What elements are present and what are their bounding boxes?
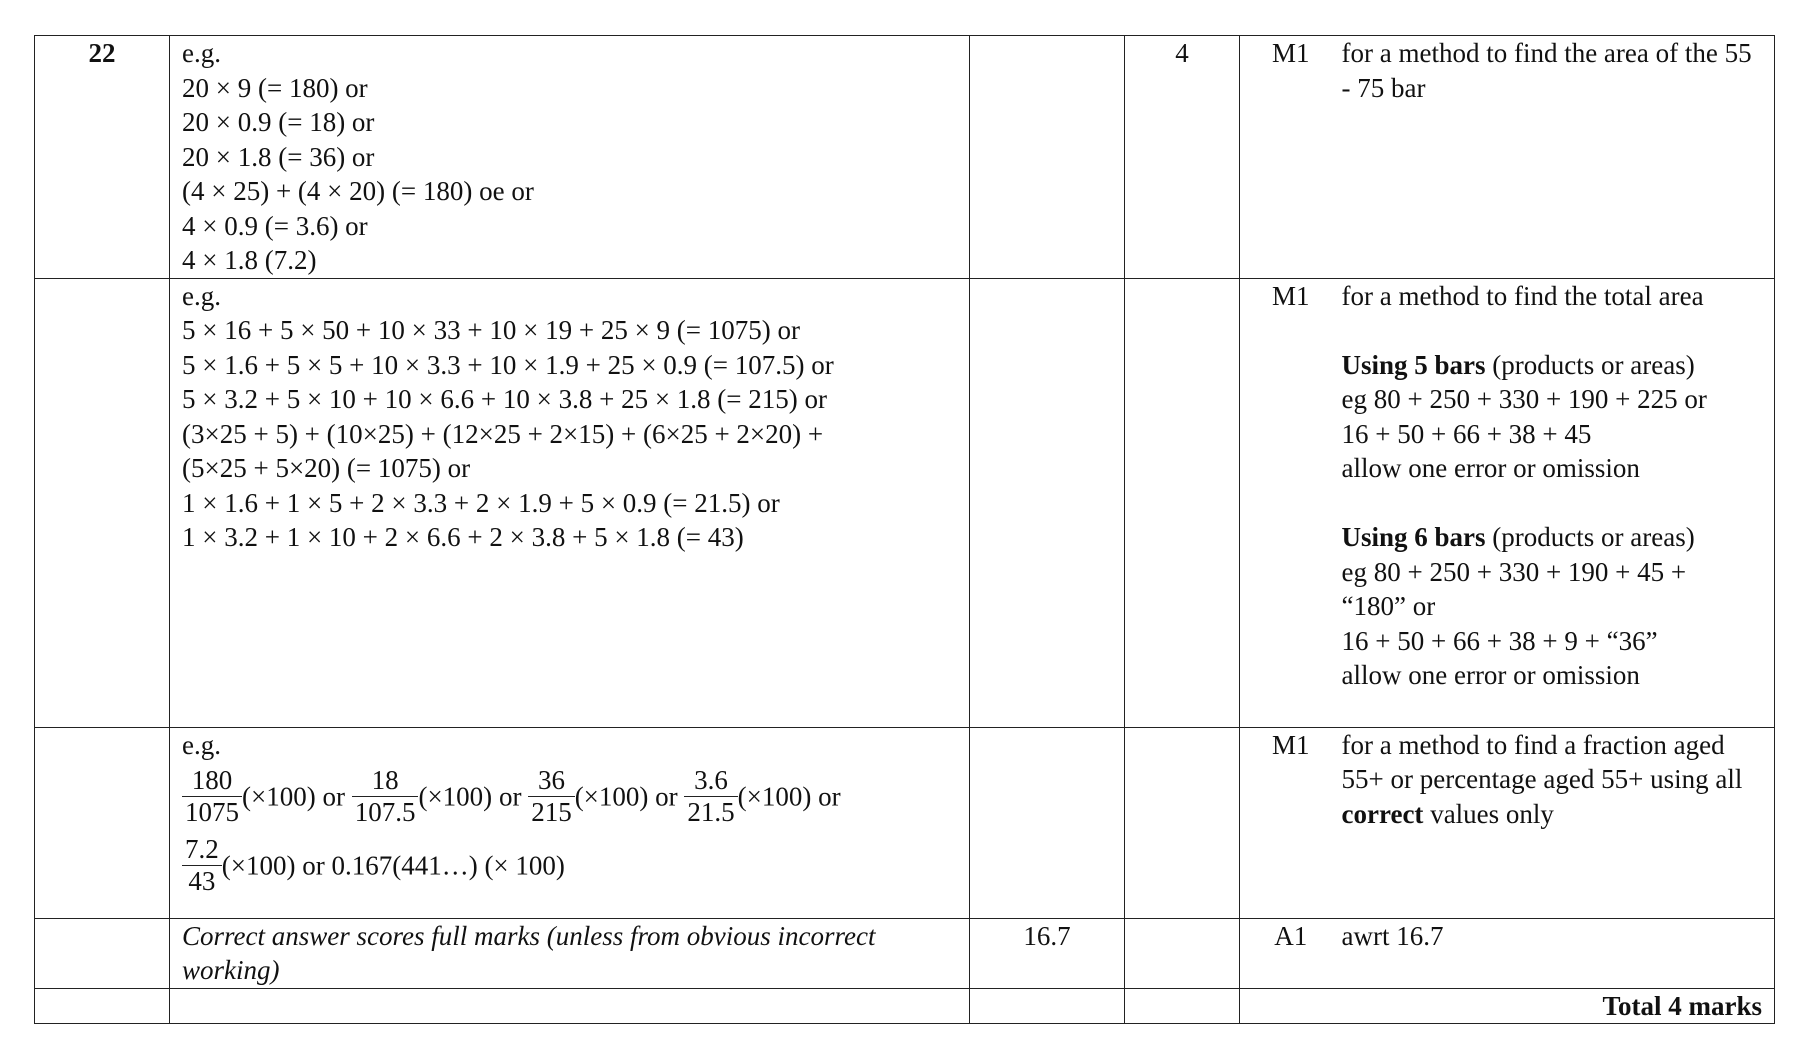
answer-cell: 16.7 [970,918,1125,988]
question-number: 22 [35,36,170,279]
spacer [1342,313,1763,348]
guidance-bold: correct [1341,798,1424,829]
fraction-multiplier: (×100) [574,781,649,812]
question-cell [35,918,170,988]
answer-cell [970,727,1125,918]
table-row [35,727,1775,918]
working-line: 20 × 9 (= 180) or [182,72,368,103]
mark-cell [1125,918,1240,988]
working-line: (3×25 + 5) + (10×25) + (12×25 + 2×15) + (6×25 + 2×20) + [182,418,824,449]
fraction [182,834,222,897]
mark-code: A1 [1240,918,1330,988]
mark-cell [1125,988,1240,1024]
guidance-cell [1330,918,1775,988]
guidance-line: 16 + 50 + 66 + 38 + 9 + “36” [1341,625,1658,656]
fraction-denominator: 107.5 [354,797,416,828]
mark-cell [1125,727,1240,918]
bars5-note: (products or areas) [1485,349,1695,380]
guidance-text: for a method to find the area of the 55 - 75 bar [1341,38,1752,103]
guidance-line: allow one error or omission [1341,660,1640,690]
fraction-numerator: 3.6 [684,765,737,797]
working-line: 5 × 3.2 + 5 × 10 + 10 × 6.6 + 10 × 3.8 + 25 × 1.8 (= 215) or [182,384,827,414]
working-line: 20 × 0.9 (= 18) or [182,107,375,137]
guidance-post: values only [1423,798,1554,829]
mark-code: M1 [1240,36,1330,279]
fraction-line [182,831,957,900]
working-line: 1 × 1.6 + 1 × 5 + 2 × 3.3 + 2 × 1.9 + 5 × 0.9 (= 21.5) or [182,487,780,518]
table-row [35,36,1775,279]
guidance-line: eg 80 + 250 + 330 + 190 + 45 + [1341,556,1687,587]
fraction-denominator: 21.5 [687,797,735,828]
fraction [182,765,242,828]
mark-code: M1 [1240,278,1330,727]
fraction-numerator: 18 [352,765,419,797]
fraction-separator: or [811,781,841,812]
fraction-multiplier: (×100) [737,781,812,812]
mark-code: M1 [1240,727,1330,918]
spacer [1342,486,1763,521]
question-cell [35,988,170,1024]
fraction-separator: or [648,781,678,812]
mark-cell [1125,278,1240,727]
working-line: e.g. [182,38,221,68]
fraction-numerator: 36 [528,765,575,797]
fraction-multiplier: (×100) [242,781,316,812]
fraction-numerator: 7.2 [182,834,222,866]
fraction-multiplier: (×100) [221,850,296,881]
working-line: e.g. [182,280,221,311]
bars6-title: Using 6 bars [1341,522,1486,552]
mark-code [1240,988,1330,1024]
fraction-separator: or 0.167(441…) (× 100) [295,850,565,881]
working-line: 4 × 1.8 (7.2) [182,245,317,275]
working-cell [170,36,970,279]
working-line: 1 × 3.2 + 1 × 10 + 2 × 6.6 + 2 × 3.8 + 5 × 1.8 (= 43) [182,522,744,552]
working-note: Correct answer scores full marks (unless from obvious incorrect working) [182,920,876,985]
total-row [35,988,1775,1024]
working-line: (5×25 + 5×20) (= 1075) or [182,453,471,483]
working-line: 20 × 1.8 (= 36) or [182,141,375,172]
mark-cell: 4 [1125,36,1240,279]
guidance-cell [1330,727,1775,918]
fraction [352,765,419,828]
fraction [684,765,737,828]
fraction-separator: or [492,781,522,812]
guidance-heading [1342,348,1763,383]
working-cell [170,727,970,918]
working-line: 5 × 1.6 + 5 × 5 + 10 × 3.3 + 10 × 1.9 + 25 × 0.9 (= 107.5) or [182,349,834,380]
fraction-separator: or [315,781,345,812]
guidance-cell [1330,36,1775,279]
guidance-line: 16 + 50 + 66 + 38 + 45 [1341,418,1592,449]
guidance-text: awrt 16.7 [1341,920,1444,951]
working-line: 5 × 16 + 5 × 50 + 10 × 33 + 10 × 19 + 25 × 9 (= 1075) or [182,315,800,345]
fraction-denominator: 43 [188,866,216,897]
working-cell [170,918,970,988]
table-row [35,918,1775,988]
fraction-line [182,762,957,831]
bars6-note: (products or areas) [1485,522,1695,552]
mark-scheme-table [34,35,1775,1024]
question-cell [35,278,170,727]
answer-cell [970,988,1125,1024]
bars5-title: Using 5 bars [1341,349,1486,380]
guidance-heading [1342,520,1763,555]
working-line: e.g. [182,729,221,760]
question-cell [35,727,170,918]
guidance-text: for a method to find the total area [1341,280,1704,311]
working-line: (4 × 25) + (4 × 20) (= 180) oe or [182,176,534,206]
fraction-multiplier: (×100) [418,781,493,812]
fraction-denominator: 1075 [185,797,239,828]
guidance-cell [1330,278,1775,727]
guidance-line: eg 80 + 250 + 330 + 190 + 225 or [1341,384,1707,414]
answer-cell [970,278,1125,727]
total-marks: Total 4 marks [1330,988,1775,1024]
guidance-pre: for a method to find a fraction aged 55+ or percentage aged 55+ using all [1341,729,1743,794]
working-cell [170,278,970,727]
guidance-line: allow one error or omission [1341,453,1640,483]
fraction-numerator: 180 [182,765,242,797]
working-line: 4 × 0.9 (= 3.6) or [182,210,368,241]
answer-cell [970,36,1125,279]
working-cell [170,988,970,1024]
fraction [528,765,575,828]
guidance-line: “180” or [1341,591,1436,621]
fraction-denominator: 215 [531,797,572,828]
table-row [35,278,1775,727]
guidance-text [1342,728,1763,832]
